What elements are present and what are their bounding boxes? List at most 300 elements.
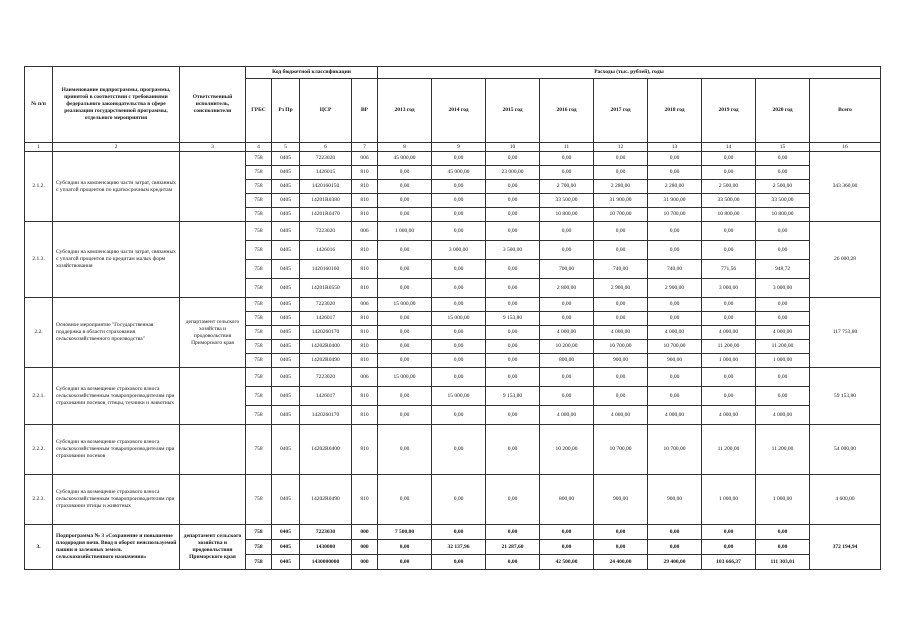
table-cell: 0,00: [378, 475, 432, 525]
table-cell: 0,00: [378, 194, 432, 208]
table-cell: 0,00: [432, 298, 486, 312]
row-total: 372 194,94: [810, 525, 881, 570]
table-cell: 006: [352, 368, 378, 387]
table-cell: 0,00: [378, 241, 432, 260]
table-cell: 000: [352, 525, 378, 540]
table-cell: 810: [352, 180, 378, 194]
row-total: 343 360,00: [810, 152, 881, 222]
table-body: [25, 152, 881, 570]
table-row: [25, 368, 881, 387]
table-cell: 10 800,00: [756, 208, 810, 222]
table-cell: 0,00: [378, 387, 432, 406]
table-cell: 10 800,00: [540, 208, 594, 222]
table-cell: 0,00: [378, 312, 432, 326]
table-cell: 0,00: [540, 525, 594, 540]
table-cell: 0,00: [648, 152, 702, 166]
table-cell: 0405: [272, 166, 300, 180]
table-cell: 758: [246, 555, 272, 570]
table-cell: 10 200,00: [540, 425, 594, 475]
table-cell: 0,00: [702, 298, 756, 312]
table-cell: 758: [246, 180, 272, 194]
table-cell: 0405: [272, 425, 300, 475]
table-cell: 0,00: [378, 340, 432, 354]
table-cell: 758: [246, 298, 272, 312]
table-cell: 758: [246, 354, 272, 368]
table-cell: 0,00: [756, 387, 810, 406]
table-cell: 10 200,00: [540, 340, 594, 354]
table-cell: 10 700,00: [648, 208, 702, 222]
row-number: 2.2.: [25, 298, 53, 368]
table-cell: 0,00: [378, 208, 432, 222]
row-responsible: департамент сельского хозяйства и продовольствия Приморского края: [180, 525, 246, 570]
table-cell: 0,00: [756, 222, 810, 241]
table-cell: 0,00: [648, 540, 702, 555]
col-number-15: 15: [756, 143, 810, 152]
col-header-6: 2015 год: [486, 79, 540, 143]
table-cell: 0,00: [540, 368, 594, 387]
row-responsible: [180, 425, 246, 475]
col-number-16: 16: [810, 143, 881, 152]
table-cell: 0,00: [486, 208, 540, 222]
row-name: Субсидии на компенсацию части затрат, связанных с уплатой процентов по кредитам малых форм хозяйствования: [53, 222, 180, 298]
table-cell: 31 900,00: [648, 194, 702, 208]
table-cell: 0405: [272, 387, 300, 406]
table-cell: 1 000,00: [378, 222, 432, 241]
table-cell: 0,00: [756, 540, 810, 555]
table-cell: 0,00: [486, 326, 540, 340]
table-cell: 758: [246, 208, 272, 222]
budget-table: [24, 66, 881, 570]
table-cell: 758: [246, 312, 272, 326]
table-cell: 810: [352, 354, 378, 368]
table-cell: 0,00: [432, 425, 486, 475]
table-cell: 29 400,00: [648, 555, 702, 570]
table-cell: 0,00: [594, 241, 648, 260]
row-total: 59 153,80: [810, 368, 881, 425]
col-header-12: Всего: [810, 79, 881, 143]
table-cell: 740,00: [594, 260, 648, 279]
table-cell: 3 000,00: [432, 241, 486, 260]
table-cell: 15 000,00: [378, 298, 432, 312]
table-cell: 810: [352, 387, 378, 406]
table-cell: 758: [246, 152, 272, 166]
table-cell: 1426015: [300, 166, 352, 180]
col-header-8: 2017 год: [594, 79, 648, 143]
table-cell: 0,00: [432, 340, 486, 354]
table-cell: 4 000,00: [756, 406, 810, 425]
table-cell: 15 000,00: [378, 368, 432, 387]
table-cell: 0,00: [486, 180, 540, 194]
table-cell: 0,00: [432, 525, 486, 540]
table-cell: 24 400,00: [594, 555, 648, 570]
row-name: Субсидии на возмещение страхового взноса сельскохозяйственным товаропроизводителям при страховании птицы и животных: [53, 475, 180, 525]
row-responsible: [180, 475, 246, 525]
col-header-7: 2016 год: [540, 79, 594, 143]
row-responsible: [180, 152, 246, 222]
table-cell: 0,00: [648, 525, 702, 540]
table-cell: 0405: [272, 354, 300, 368]
table-cell: 0,00: [702, 222, 756, 241]
table-cell: 0405: [272, 222, 300, 241]
table-cell: 11 200,00: [756, 425, 810, 475]
col-number-11: 11: [540, 143, 594, 152]
table-cell: 4 000,00: [702, 406, 756, 425]
table-cell: 0405: [272, 326, 300, 340]
table-cell: 15 000,00: [432, 387, 486, 406]
table-cell: 42 500,00: [540, 555, 594, 570]
table-cell: 0405: [272, 180, 300, 194]
row-number: 2.1.3.: [25, 222, 53, 298]
table-cell: 10 700,00: [594, 340, 648, 354]
col-responsible-header: Ответственный исполнитель, соисполнители: [180, 67, 246, 143]
table-cell: 758: [246, 387, 272, 406]
table-cell: 758: [246, 260, 272, 279]
col-number-3: 3: [180, 143, 246, 152]
table-cell: 800,00: [540, 475, 594, 525]
table-cell: 1 000,00: [756, 475, 810, 525]
table-cell: 7223020: [300, 222, 352, 241]
row-total: 4 600,00: [810, 475, 881, 525]
row-number: 2.1.2.: [25, 152, 53, 222]
table-cell: 758: [246, 425, 272, 475]
row-responsible: [180, 368, 246, 425]
table-cell: 14201R0380: [300, 194, 352, 208]
table-cell: 800,00: [540, 354, 594, 368]
table-cell: 1426017: [300, 312, 352, 326]
table-cell: 11 200,00: [702, 425, 756, 475]
col-number-12: 12: [594, 143, 648, 152]
table-cell: 0,00: [594, 540, 648, 555]
table-cell: 0,00: [486, 406, 540, 425]
table-cell: 0405: [272, 194, 300, 208]
table-cell: 4 000,00: [540, 406, 594, 425]
table-cell: 758: [246, 475, 272, 525]
table-cell: 0,00: [432, 406, 486, 425]
table-cell: 758: [246, 368, 272, 387]
table-cell: 771,56: [702, 260, 756, 279]
table-cell: 2 500,00: [702, 180, 756, 194]
table-cell: 33 500,00: [702, 194, 756, 208]
table-cell: 0,00: [594, 166, 648, 180]
col-header-9: 2018 год: [648, 79, 702, 143]
table-cell: 15 000,00: [432, 312, 486, 326]
table-cell: 0,00: [432, 555, 486, 570]
table-cell: 0,00: [486, 298, 540, 312]
table-cell: 0,00: [756, 525, 810, 540]
table-row: [25, 525, 881, 540]
table-cell: 900,00: [594, 354, 648, 368]
table-cell: 11 200,00: [702, 340, 756, 354]
table-header: [25, 67, 881, 152]
table-cell: 810: [352, 279, 378, 298]
table-cell: 810: [352, 166, 378, 180]
table-cell: 0,00: [756, 298, 810, 312]
table-cell: 810: [352, 425, 378, 475]
table-cell: 0,00: [378, 326, 432, 340]
table-cell: 0,00: [432, 152, 486, 166]
table-cell: 758: [246, 340, 272, 354]
table-cell: 2 800,00: [540, 279, 594, 298]
table-cell: 0405: [272, 555, 300, 570]
table-cell: 758: [246, 326, 272, 340]
table-cell: 0,00: [594, 298, 648, 312]
table-cell: 758: [246, 540, 272, 555]
row-number: 3.: [25, 525, 53, 570]
table-cell: 740,00: [648, 260, 702, 279]
table-cell: 0,00: [540, 540, 594, 555]
row-number: 2.2.3.: [25, 475, 53, 525]
row-number: 2.2.2.: [25, 425, 53, 475]
table-cell: 0,00: [378, 354, 432, 368]
table-cell: 0,00: [594, 525, 648, 540]
table-cell: 0,00: [486, 354, 540, 368]
table-cell: 0,00: [486, 260, 540, 279]
table-cell: 0,00: [378, 555, 432, 570]
table-row: [25, 475, 881, 525]
table-cell: 810: [352, 406, 378, 425]
table-cell: 0,00: [648, 312, 702, 326]
table-cell: 4 000,00: [594, 406, 648, 425]
row-name: Субсидии на компенсацию части затрат, связанных с уплатой процентов по краткосрочным кредитам: [53, 152, 180, 222]
table-cell: 758: [246, 406, 272, 425]
table-cell: 0,00: [432, 180, 486, 194]
table-cell: 0,00: [486, 222, 540, 241]
table-cell: 0,00: [378, 540, 432, 555]
table-cell: 0,00: [486, 194, 540, 208]
table-cell: 000: [352, 555, 378, 570]
table-cell: 006: [352, 222, 378, 241]
table-cell: 0,00: [378, 166, 432, 180]
table-cell: 1426017: [300, 387, 352, 406]
table-cell: 0,00: [594, 387, 648, 406]
table-row: [25, 222, 881, 241]
table-cell: 7223020: [300, 368, 352, 387]
table-cell: 4 000,00: [540, 326, 594, 340]
table-cell: 4 000,00: [594, 326, 648, 340]
table-cell: 2 900,00: [594, 279, 648, 298]
table-cell: 0,00: [432, 475, 486, 525]
table-cell: 758: [246, 222, 272, 241]
row-responsible: [180, 222, 246, 298]
table-cell: 1 000,00: [702, 475, 756, 525]
table-cell: 0,00: [378, 279, 432, 298]
table-cell: 0,00: [378, 425, 432, 475]
table-cell: 2 500,00: [756, 180, 810, 194]
table-cell: 7223030: [300, 525, 352, 540]
table-cell: 0405: [272, 152, 300, 166]
table-cell: 32 137,96: [432, 540, 486, 555]
col-number-4: 4: [246, 143, 272, 152]
table-cell: 810: [352, 312, 378, 326]
table-cell: 14201R0470: [300, 208, 352, 222]
table-cell: 103 666,37: [702, 555, 756, 570]
table-cell: 1420260170: [300, 326, 352, 340]
col-number-13: 13: [648, 143, 702, 152]
table-cell: 810: [352, 326, 378, 340]
table-cell: 810: [352, 475, 378, 525]
table-cell: 0,00: [702, 368, 756, 387]
table-cell: 0405: [272, 241, 300, 260]
table-cell: 111 303,01: [756, 555, 810, 570]
table-cell: 900,00: [594, 475, 648, 525]
table-cell: 7 500,00: [378, 525, 432, 540]
table-cell: 810: [352, 208, 378, 222]
table-cell: 14202R0490: [300, 475, 352, 525]
table-cell: 0,00: [486, 279, 540, 298]
table-cell: 1420260170: [300, 406, 352, 425]
table-cell: 10 700,00: [594, 425, 648, 475]
row-total: 54 000,00: [810, 425, 881, 475]
table-cell: 810: [352, 194, 378, 208]
table-cell: 3 000,00: [756, 279, 810, 298]
table-cell: 1420160150: [300, 180, 352, 194]
table-cell: 0,00: [486, 152, 540, 166]
row-total: 117 753,80: [810, 298, 881, 368]
table-cell: 2 280,00: [594, 180, 648, 194]
table-cell: 33 500,00: [540, 194, 594, 208]
table-cell: 0,00: [702, 152, 756, 166]
table-cell: 45 000,00: [378, 152, 432, 166]
table-cell: 3 500,00: [486, 241, 540, 260]
table-cell: 0,00: [648, 241, 702, 260]
table-cell: 0,00: [486, 475, 540, 525]
table-cell: 700,00: [540, 260, 594, 279]
row-number: 2.2.1.: [25, 368, 53, 425]
table-cell: 0,00: [756, 312, 810, 326]
table-cell: 0,00: [648, 368, 702, 387]
col-number-8: 8: [378, 143, 432, 152]
table-cell: 10 800,00: [702, 208, 756, 222]
col-num-header: № п/п: [25, 67, 53, 143]
table-cell: 3 000,00: [702, 279, 756, 298]
table-cell: 0,00: [432, 279, 486, 298]
table-cell: 0,00: [756, 166, 810, 180]
col-number-9: 9: [432, 143, 486, 152]
table-cell: 1420160160: [300, 260, 352, 279]
table-cell: 758: [246, 166, 272, 180]
table-cell: 1430000: [300, 540, 352, 555]
table-cell: 0,00: [648, 222, 702, 241]
table-cell: 0405: [272, 340, 300, 354]
budget-code-header: Код бюджетной классификации: [246, 67, 378, 79]
table-cell: 2 280,00: [648, 180, 702, 194]
table-cell: 0,00: [540, 152, 594, 166]
table-cell: 0,00: [486, 340, 540, 354]
table-cell: 7223020: [300, 298, 352, 312]
col-header-5: 2014 год: [432, 79, 486, 143]
table-cell: 0,00: [540, 241, 594, 260]
col-header-0: ГРБС: [246, 79, 272, 143]
table-cell: 0,00: [702, 166, 756, 180]
table-cell: 0,00: [432, 208, 486, 222]
table-cell: 0405: [272, 540, 300, 555]
col-number-5: 5: [272, 143, 300, 152]
col-name-header: Наименование подпрограммы, программы, принятой в соответствии с требованиями федерального законодательства в сфере реализации государственной программы, отдельного мероприятия: [53, 67, 180, 143]
col-number-7: 7: [352, 143, 378, 152]
table-cell: 000: [352, 540, 378, 555]
row-name: Субсидии на возмещение страхового взноса сельскохозяйственным товаропроизводителям при страховании посевов: [53, 425, 180, 475]
table-cell: 0405: [272, 525, 300, 540]
table-cell: 0,00: [540, 387, 594, 406]
table-cell: 0,00: [756, 368, 810, 387]
table-cell: 14202R0400: [300, 425, 352, 475]
col-header-4: 2013 год: [378, 79, 432, 143]
table-cell: 0405: [272, 368, 300, 387]
document-page: [24, 66, 881, 570]
table-cell: 14202R0490: [300, 354, 352, 368]
table-cell: 0,00: [702, 312, 756, 326]
col-number-6: 6: [300, 143, 352, 152]
table-cell: 0,00: [486, 555, 540, 570]
table-cell: 2 700,00: [540, 180, 594, 194]
table-row: [25, 152, 881, 166]
row-total: 26 000,28: [810, 222, 881, 298]
table-cell: 0,00: [432, 326, 486, 340]
table-cell: 4 000,00: [702, 326, 756, 340]
table-cell: 0,00: [432, 260, 486, 279]
table-cell: 0,00: [378, 260, 432, 279]
table-cell: 758: [246, 279, 272, 298]
table-row: [25, 298, 881, 312]
table-cell: 2 900,00: [648, 279, 702, 298]
table-cell: 0,00: [378, 180, 432, 194]
table-cell: 0,00: [702, 241, 756, 260]
table-cell: 0,00: [486, 368, 540, 387]
table-cell: 14201R0550: [300, 279, 352, 298]
table-cell: 0,00: [594, 222, 648, 241]
table-cell: 4 000,00: [648, 406, 702, 425]
table-cell: 0,00: [648, 298, 702, 312]
table-cell: 21 287,60: [486, 540, 540, 555]
col-number-2: 2: [53, 143, 180, 152]
row-name: Субсидии на возмещение страхового взноса сельскохозяйственным товаропроизводителям при страховании посевов, птицы, техники и животных: [53, 368, 180, 425]
col-number-14: 14: [702, 143, 756, 152]
table-cell: 0,00: [540, 222, 594, 241]
table-cell: 0,00: [648, 387, 702, 406]
row-name: Подпрограмма № 3 «Сохранение и повышение плодородия почв. Ввод в оборот неиспользуемой пашни и залежных земель сельскохозяйственного назначения»: [53, 525, 180, 570]
col-header-3: ВР: [352, 79, 378, 143]
table-cell: 10 700,00: [594, 208, 648, 222]
col-header-11: 2020 год: [756, 79, 810, 143]
table-cell: 1 000,00: [756, 354, 810, 368]
table-cell: 0,00: [594, 152, 648, 166]
table-cell: 006: [352, 298, 378, 312]
table-cell: 0,00: [756, 152, 810, 166]
table-cell: 10 700,00: [648, 425, 702, 475]
table-cell: 0,00: [594, 312, 648, 326]
table-cell: 810: [352, 260, 378, 279]
table-cell: 0,00: [540, 312, 594, 326]
table-cell: 11 200,00: [756, 340, 810, 354]
table-cell: 4 000,00: [756, 326, 810, 340]
table-cell: 0405: [272, 312, 300, 326]
table-cell: 0405: [272, 298, 300, 312]
table-cell: 0,00: [486, 425, 540, 475]
table-cell: 9 153,80: [486, 312, 540, 326]
table-cell: 14202R0400: [300, 340, 352, 354]
table-cell: 0,00: [432, 354, 486, 368]
table-cell: 758: [246, 525, 272, 540]
row-name: Основное мероприятие "Государственная поддержка в области страхования сельскохозяйственного производства": [53, 298, 180, 368]
table-cell: 1 000,00: [702, 354, 756, 368]
table-cell: 0,00: [702, 387, 756, 406]
table-cell: 0,00: [432, 194, 486, 208]
table-cell: 0,00: [486, 525, 540, 540]
table-cell: 0,00: [540, 298, 594, 312]
table-cell: 810: [352, 340, 378, 354]
table-cell: 31 900,00: [594, 194, 648, 208]
table-cell: 0,00: [432, 368, 486, 387]
